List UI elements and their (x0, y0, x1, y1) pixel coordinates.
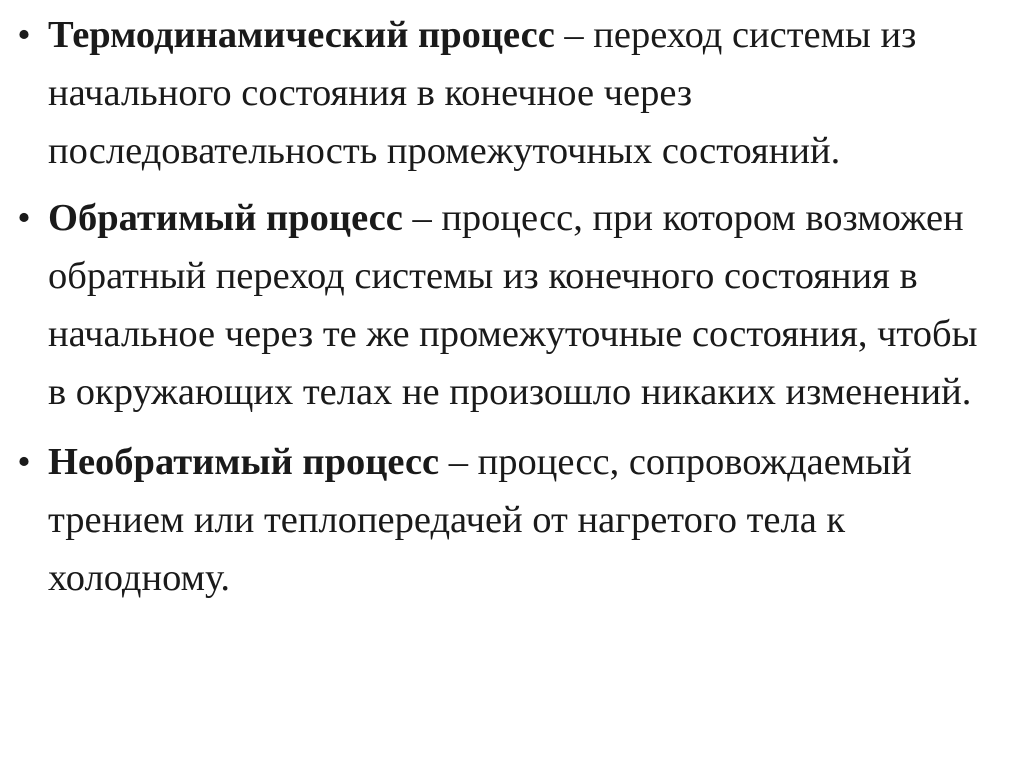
definition-thermodynamic-process: – переход системы из начального состояния в конечное через последовательность промежуточных состояний. (48, 14, 917, 172)
term-reversible-process: Обратимый процесс (48, 197, 403, 239)
term-thermodynamic-process: Термодинамический процесс (48, 14, 555, 56)
bullet-icon: • (17, 14, 31, 56)
list-item-reversible-process (12, 189, 1002, 421)
bullet-icon: • (17, 441, 31, 483)
bullet-icon: • (17, 197, 31, 239)
definition-reversible-process: – процесс, при котором возможен обратный переход системы из конечного состояния в начальное через те же промежуточные состояния, чтобы в окружающих телах не произошло никаких изменений. (48, 197, 978, 413)
list-item-thermodynamic-process (12, 6, 1002, 180)
definition-irreversible-process: – процесс, сопровождаемый трением или теплопередачей от нагретого тела к холодному. (48, 441, 912, 599)
term-irreversible-process: Необратимый процесс (48, 441, 440, 483)
definition-list (12, 6, 1002, 616)
list-item-irreversible-process (12, 433, 1002, 607)
